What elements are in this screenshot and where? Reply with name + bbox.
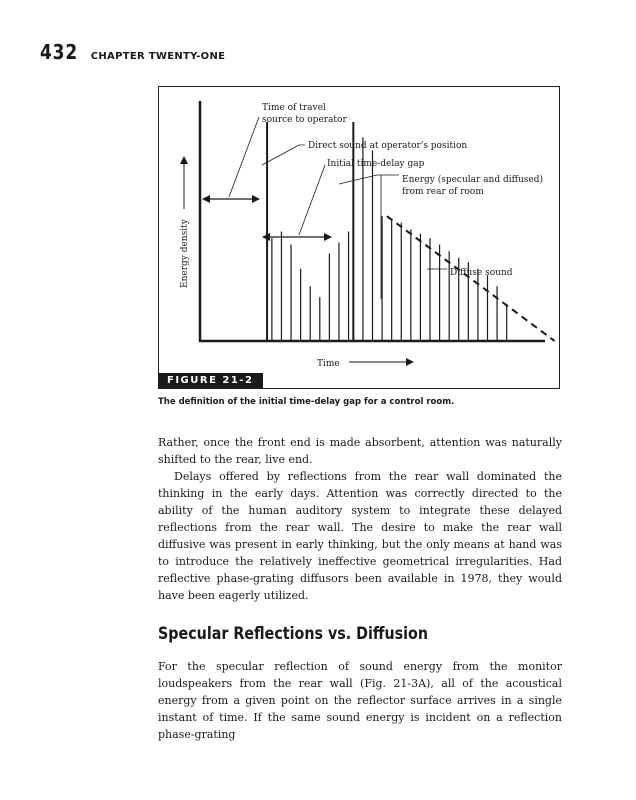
initial-gap-leader [299,165,325,235]
direct-sound-leader [262,145,305,165]
figure-tag: FIGURE 21-2 [159,373,263,388]
figure-caption: The definition of the initial time-delay gap for a control room. [158,397,455,407]
energy-leader-2 [339,175,381,184]
y-axis-label: Energy density [180,219,190,288]
energy-leader [381,175,399,299]
x-axis-label: Time [317,359,340,369]
label-time-of-travel-2: source to operator [262,115,347,125]
label-diffuse-sound: Diffuse sound [450,268,513,278]
chapter-title: CHAPTER TWENTY-ONE [90,51,226,62]
label-energy-2: from rear of room [402,187,484,197]
label-initial-gap: Initial time-delay gap [327,159,425,169]
paragraph-1: Rather, once the front end is made absorbent, attention was naturally shifted to the rear, live end. [158,436,562,466]
label-energy-1: Energy (specular and diffused) [402,175,543,185]
paragraph-2: Delays offered by reflections from the rear wall dominated the thinking in the early days. Attention was correctly directed to the ability of the human auditory system to integrate these delayed reflections from the rear wall. The desire to make the rear wall diffusive was present in early thinking, but the only means at hand was to introduce the relatively ineffective geometrical irregularities. Had reflective phase-grating diffusors been available in 1978, they would have been eagerly utilized. [158,470,562,602]
figure-chart [159,87,561,390]
diffuse-sound-dashed-line [387,216,555,341]
figure-21-2 [158,86,560,389]
paragraph-3: For the specular reflection of sound energy from the monitor loudspeakers from the rear wall (Fig. 21-3A), all of the acoustical energy from a given point on the reflector surface arrives in a single instant of time. If the same sound energy is incident on a reflection phase-grating [158,660,562,741]
time-of-travel-leader [229,117,259,197]
label-direct-sound: Direct sound at operator's position [308,141,468,151]
impulse-bars [267,122,507,341]
page-number: 432 [40,40,79,64]
section-heading: Specular Reflections vs. Diffusion [158,624,429,644]
page-header [40,40,225,64]
diffuse-sound-line [387,216,555,341]
label-time-of-travel-1: Time of travel [262,103,326,113]
